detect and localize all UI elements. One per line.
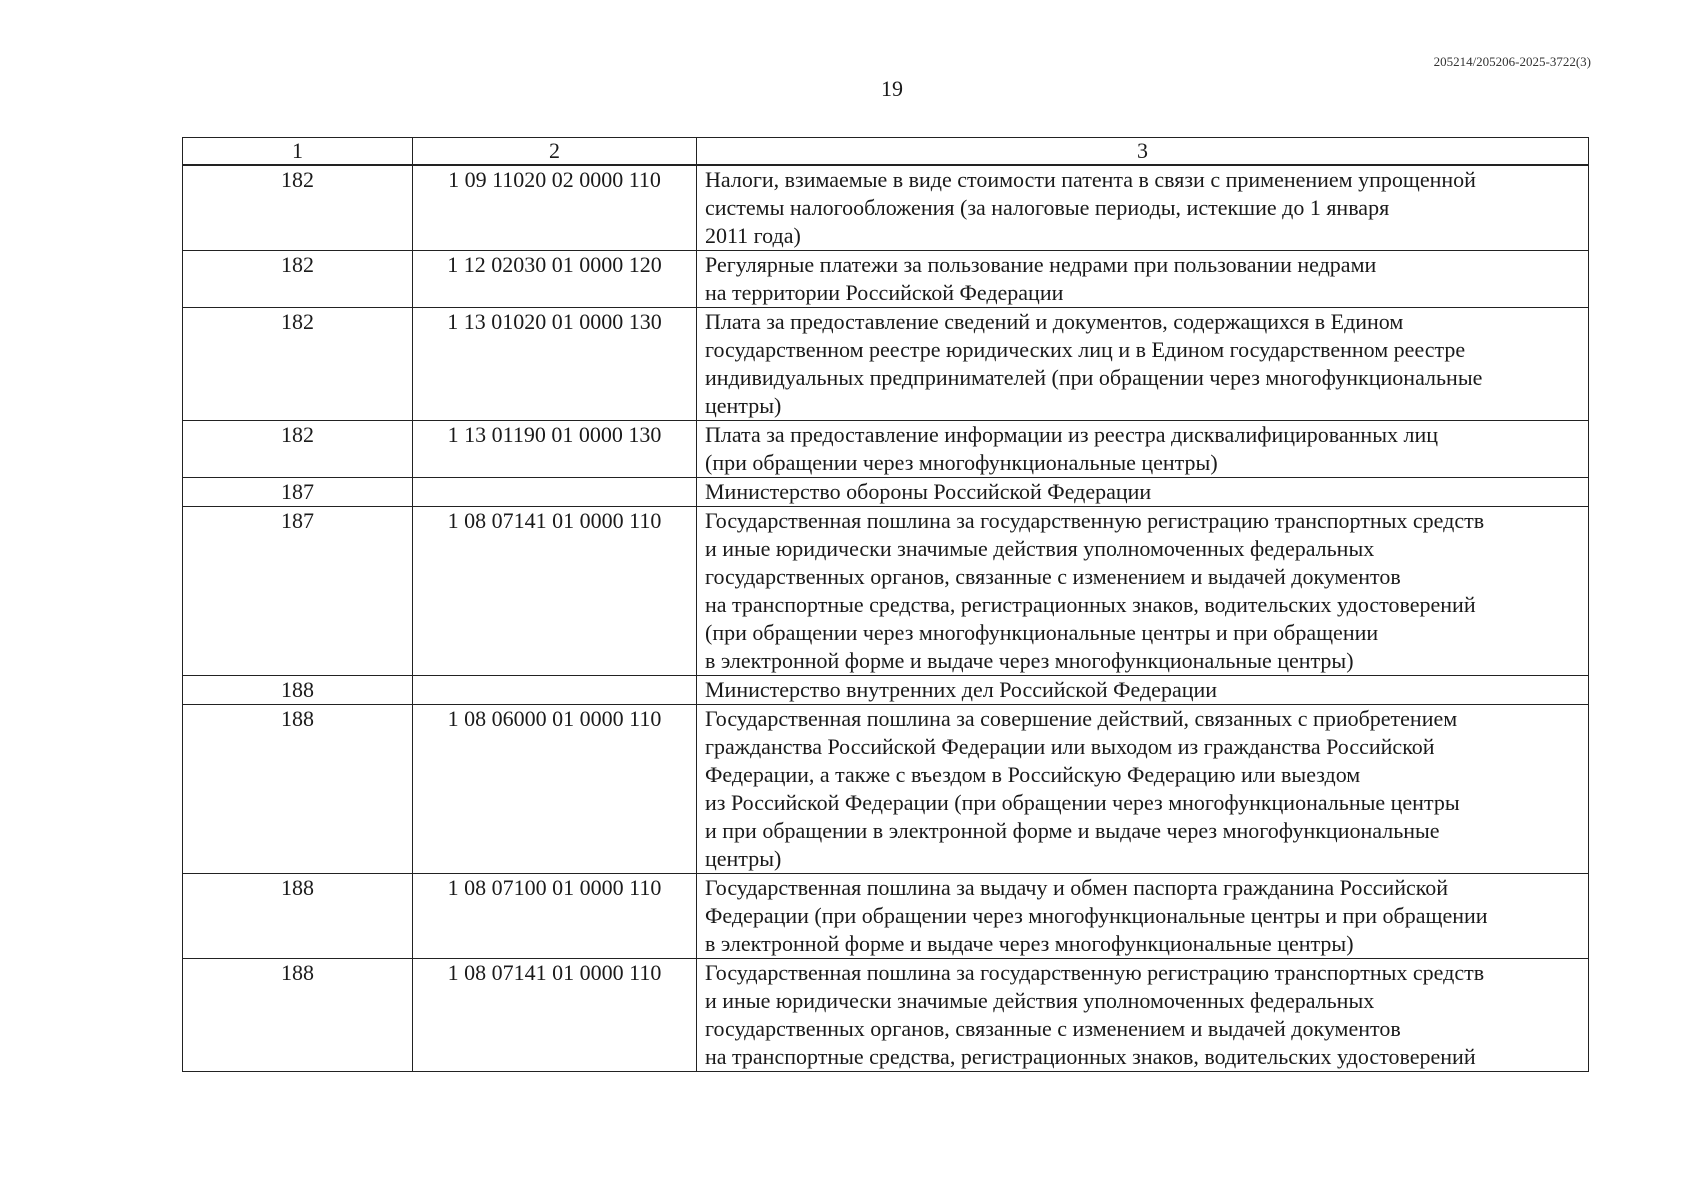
description-line: Министерство обороны Российской Федерации: [705, 479, 1152, 504]
description-line: и при обращении в электронной форме и выдаче через многофункциональные: [705, 818, 1440, 843]
description-line: Государственная пошлина за государственную регистрацию транспортных средств: [705, 960, 1485, 985]
description-line: индивидуальных предпринимателей (при обращении через многофункциональные: [705, 365, 1483, 390]
table-row: [183, 507, 1589, 676]
administrator-code-cell: 187: [183, 507, 413, 676]
description-cell: [697, 251, 1589, 308]
revenue-code-cell: 1 13 01020 01 0000 130: [413, 308, 697, 421]
description-line: системы налогообложения (за налоговые периоды, истекшие до 1 января: [705, 195, 1390, 220]
description-line: в электронной форме и выдаче через многофункциональные центры): [705, 931, 1354, 956]
table-row: [183, 165, 1589, 251]
description-line: на транспортные средства, регистрационных знаков, водительских удостоверений: [705, 1044, 1476, 1069]
description-line: Федерации (при обращении через многофункциональные центры и при обращении: [705, 903, 1488, 928]
description-cell: [697, 478, 1589, 507]
description-line: и иные юридически значимые действия уполномоченных федеральных: [705, 988, 1375, 1013]
revenue-code-cell: [413, 478, 697, 507]
table-row: [183, 251, 1589, 308]
description-line: (при обращении через многофункциональные центры и при обращении: [705, 620, 1379, 645]
document-id: 205214/205206-2025-3722(3): [1433, 54, 1591, 69]
description-line: Плата за предоставление сведений и документов, содержащихся в Едином: [705, 309, 1404, 334]
administrator-code-cell: 188: [183, 959, 413, 1072]
administrator-code-cell: 182: [183, 251, 413, 308]
description-line: 2011 года): [705, 223, 801, 248]
description-line: на транспортные средства, регистрационных знаков, водительских удостоверений: [705, 592, 1476, 617]
table-row: [183, 874, 1589, 959]
description-line: и иные юридически значимые действия уполномоченных федеральных: [705, 536, 1375, 561]
table-header-row: [183, 138, 1589, 166]
table-row: [183, 705, 1589, 874]
description-line: из Российской Федерации (при обращении через многофункциональные центры: [705, 790, 1460, 815]
table-body: [183, 165, 1589, 1072]
description-line: гражданства Российской Федерации или выходом из гражданства Российской: [705, 734, 1435, 759]
description-line: Регулярные платежи за пользование недрами при пользовании недрами: [705, 252, 1377, 277]
administrator-code-cell: 182: [183, 308, 413, 421]
description-line: на территории Российской Федерации: [705, 280, 1064, 305]
description-line: Плата за предоставление информации из реестра дисквалифицированных лиц: [705, 422, 1439, 447]
revenue-code-cell: 1 12 02030 01 0000 120: [413, 251, 697, 308]
description-cell: [697, 308, 1589, 421]
table-row: [183, 959, 1589, 1072]
column-header-1: 1: [183, 138, 413, 166]
revenue-code-cell: 1 08 06000 01 0000 110: [413, 705, 697, 874]
description-line: центры): [705, 393, 782, 418]
description-cell: [697, 421, 1589, 478]
description-line: Федерации, а также с въездом в Российскую Федерацию или выездом: [705, 762, 1361, 787]
description-cell: [697, 165, 1589, 251]
administrator-code-cell: 188: [183, 705, 413, 874]
description-line: Государственная пошлина за выдачу и обмен паспорта гражданина Российской: [705, 875, 1449, 900]
description-cell: [697, 676, 1589, 705]
revenue-code-cell: 1 08 07141 01 0000 110: [413, 507, 697, 676]
description-line: Министерство внутренних дел Российской Федерации: [705, 677, 1218, 702]
description-cell: [697, 959, 1589, 1072]
revenue-code-cell: 1 09 11020 02 0000 110: [413, 165, 697, 251]
column-header-2: 2: [413, 138, 697, 166]
description-line: Налоги, взимаемые в виде стоимости патента в связи с применением упрощенной: [705, 167, 1476, 192]
description-cell: [697, 874, 1589, 959]
description-cell: [697, 705, 1589, 874]
description-line: государственных органов, связанные с изменением и выдачей документов: [705, 564, 1401, 589]
revenue-code-cell: 1 08 07100 01 0000 110: [413, 874, 697, 959]
administrator-code-cell: 182: [183, 165, 413, 251]
description-line: государственных органов, связанные с изменением и выдачей документов: [705, 1016, 1401, 1041]
description-line: Государственная пошлина за государственную регистрацию транспортных средств: [705, 508, 1485, 533]
table-row: [183, 308, 1589, 421]
administrator-code-cell: 188: [183, 874, 413, 959]
administrator-code-cell: 188: [183, 676, 413, 705]
table-row: [183, 421, 1589, 478]
description-line: государственном реестре юридических лиц и в Едином государственном реестре: [705, 337, 1466, 362]
description-line: в электронной форме и выдаче через многофункциональные центры): [705, 648, 1354, 673]
revenue-code-cell: 1 08 07141 01 0000 110: [413, 959, 697, 1072]
budget-codes-table: [182, 137, 1589, 1072]
description-cell: [697, 507, 1589, 676]
administrator-code-cell: 187: [183, 478, 413, 507]
revenue-code-cell: [413, 676, 697, 705]
description-line: Государственная пошлина за совершение действий, связанных с приобретением: [705, 706, 1458, 731]
revenue-code-cell: 1 13 01190 01 0000 130: [413, 421, 697, 478]
table-row: [183, 676, 1589, 705]
table-row: [183, 478, 1589, 507]
description-line: центры): [705, 846, 782, 871]
description-line: (при обращении через многофункциональные центры): [705, 450, 1218, 475]
administrator-code-cell: 182: [183, 421, 413, 478]
column-header-3: 3: [697, 138, 1589, 166]
page-number: 19: [881, 76, 903, 101]
